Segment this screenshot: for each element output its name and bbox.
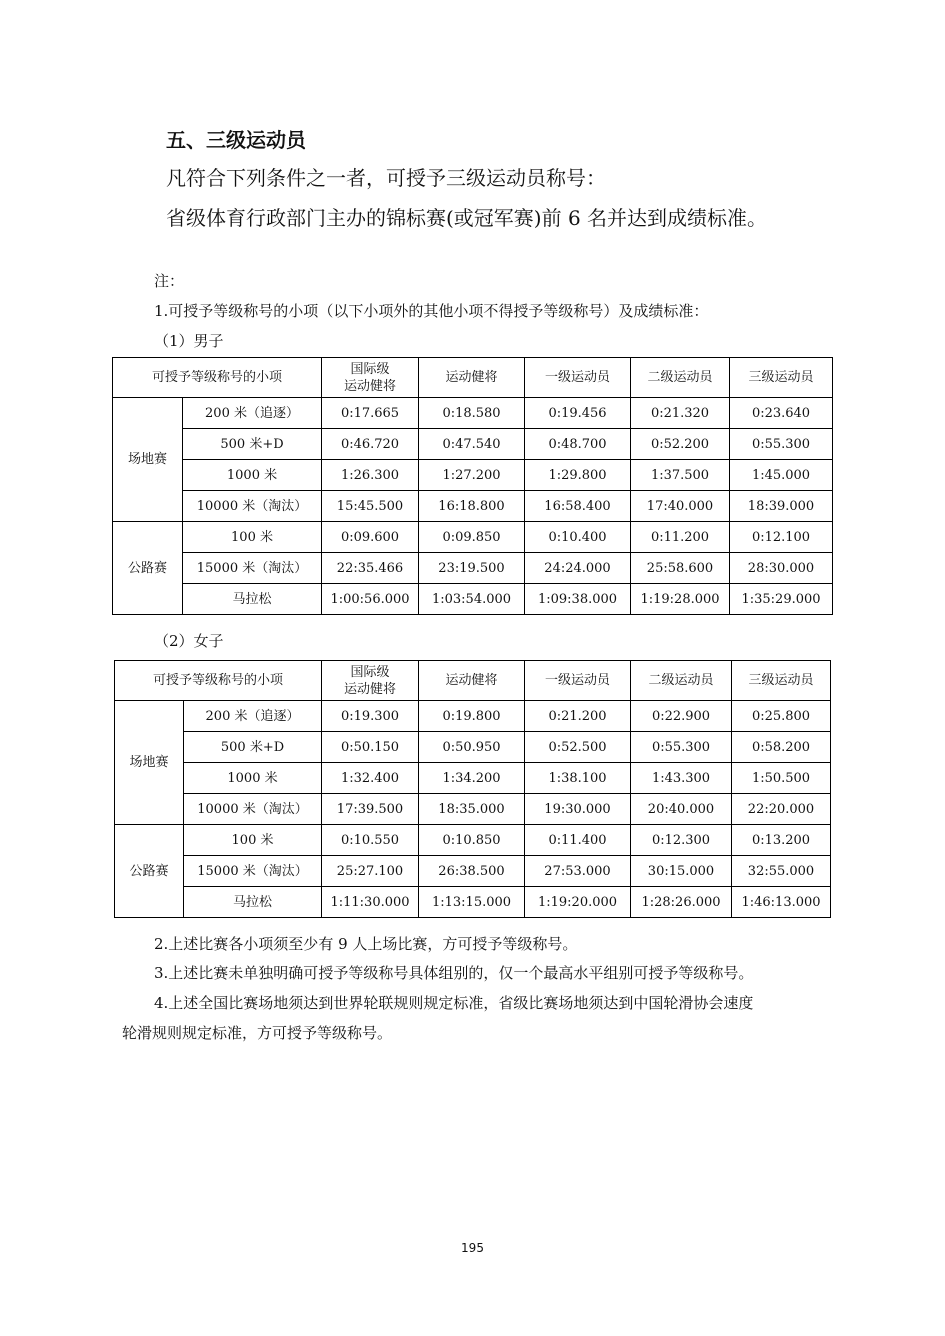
standard-value: 1:34.200 xyxy=(419,763,525,794)
standard-value: 1:00:56.000 xyxy=(322,584,419,615)
standard-value: 18:35.000 xyxy=(419,794,525,825)
event-name: 1000 米 xyxy=(184,763,322,794)
standard-value: 15:45.500 xyxy=(322,491,419,522)
standard-value: 32:55.000 xyxy=(732,856,831,887)
standard-value: 0:12.100 xyxy=(730,522,833,553)
note-3: 3.上述比赛未单独明确可授予等级称号具体组别的，仅一个最高水平组别可授予等级称号。 xyxy=(154,964,754,982)
standard-value: 1:26.300 xyxy=(322,460,419,491)
standard-value: 0:50.950 xyxy=(419,732,525,763)
standard-value: 22:35.466 xyxy=(322,553,419,584)
standard-value: 26:38.500 xyxy=(419,856,525,887)
note-label: 注： xyxy=(154,272,185,290)
table-row xyxy=(113,553,833,584)
table-row xyxy=(115,825,831,856)
header-first: 一级运动员 xyxy=(525,661,631,701)
header-row xyxy=(113,358,833,398)
women-label: （2）女子 xyxy=(154,632,224,650)
standard-value: 0:21.320 xyxy=(631,398,730,429)
standard-value: 1:43.300 xyxy=(631,763,732,794)
group-name: 公路赛 xyxy=(113,522,183,615)
event-name: 马拉松 xyxy=(183,584,322,615)
standard-value: 1:37.500 xyxy=(631,460,730,491)
table-row xyxy=(113,398,833,429)
standard-value: 16:18.800 xyxy=(419,491,525,522)
standard-value: 1:46:13.000 xyxy=(732,887,831,918)
group-name: 场地赛 xyxy=(115,701,184,825)
women-standards-table xyxy=(114,660,831,918)
standard-value: 0:58.200 xyxy=(732,732,831,763)
event-name: 500 米+D xyxy=(184,732,322,763)
header-master: 运动健将 xyxy=(419,358,525,398)
standard-value: 0:10.850 xyxy=(419,825,525,856)
standard-value: 23:19.500 xyxy=(419,553,525,584)
header-event: 可授予等级称号的小项 xyxy=(113,358,322,398)
table-row xyxy=(113,460,833,491)
standard-value: 1:50.500 xyxy=(732,763,831,794)
standard-value: 0:50.150 xyxy=(322,732,419,763)
standard-value: 1:35:29.000 xyxy=(730,584,833,615)
standard-value: 0:11.400 xyxy=(525,825,631,856)
standard-value: 20:40.000 xyxy=(631,794,732,825)
intro-line-1: 凡符合下列条件之一者，可授予三级运动员称号： xyxy=(166,166,606,190)
table-row xyxy=(113,584,833,615)
note-4-line-1: 4.上述全国比赛场地须达到世界轮联规则规定标准，省级比赛场地须达到中国轮滑协会速度 xyxy=(154,994,754,1012)
standard-value: 25:58.600 xyxy=(631,553,730,584)
note-2: 2.上述比赛各小项须至少有 9 人上场比赛，方可授予等级称号。 xyxy=(154,935,578,953)
standard-value: 16:58.400 xyxy=(525,491,631,522)
standard-value: 1:29.800 xyxy=(525,460,631,491)
standard-value: 18:39.000 xyxy=(730,491,833,522)
standard-value: 0:52.500 xyxy=(525,732,631,763)
table-row xyxy=(115,763,831,794)
page-number: 195 xyxy=(461,1241,484,1255)
standard-value: 0:55.300 xyxy=(730,429,833,460)
standard-value: 1:13:15.000 xyxy=(419,887,525,918)
standard-value: 17:40.000 xyxy=(631,491,730,522)
standard-value: 0:11.200 xyxy=(631,522,730,553)
intro-line-2: 省级体育行政部门主办的锦标赛(或冠军赛)前 6 名并达到成绩标准。 xyxy=(166,206,768,230)
standard-value: 27:53.000 xyxy=(525,856,631,887)
header-row xyxy=(115,661,831,701)
standard-value: 17:39.500 xyxy=(322,794,419,825)
table-row xyxy=(113,429,833,460)
standard-value: 0:10.400 xyxy=(525,522,631,553)
standard-value: 30:15.000 xyxy=(631,856,732,887)
note-4-line-2: 轮滑规则规定标准，方可授予等级称号。 xyxy=(122,1024,393,1042)
standard-value: 1:38.100 xyxy=(525,763,631,794)
standard-value: 0:23.640 xyxy=(730,398,833,429)
table-row xyxy=(115,887,831,918)
standard-value: 1:28:26.000 xyxy=(631,887,732,918)
standard-value: 0:12.300 xyxy=(631,825,732,856)
standard-value: 0:18.580 xyxy=(419,398,525,429)
standard-value: 1:19:20.000 xyxy=(525,887,631,918)
table-row xyxy=(113,522,833,553)
event-name: 100 米 xyxy=(183,522,322,553)
standard-value: 0:09.600 xyxy=(322,522,419,553)
standard-value: 0:19.300 xyxy=(322,701,419,732)
header-international-master xyxy=(322,358,419,398)
table-row xyxy=(115,794,831,825)
event-name: 1000 米 xyxy=(183,460,322,491)
standard-value: 0:48.700 xyxy=(525,429,631,460)
men-label: （1）男子 xyxy=(154,332,224,350)
standard-value: 1:32.400 xyxy=(322,763,419,794)
event-name: 10000 米（淘汰） xyxy=(184,794,322,825)
table-row xyxy=(115,856,831,887)
standard-value: 24:24.000 xyxy=(525,553,631,584)
standard-value: 1:11:30.000 xyxy=(322,887,419,918)
standard-value: 0:55.300 xyxy=(631,732,732,763)
men-standards-table xyxy=(112,357,833,615)
standard-value: 0:52.200 xyxy=(631,429,730,460)
standard-value: 0:22.900 xyxy=(631,701,732,732)
standard-value: 0:47.540 xyxy=(419,429,525,460)
table-row xyxy=(113,491,833,522)
header-international-master xyxy=(322,661,419,701)
event-name: 10000 米（淘汰） xyxy=(183,491,322,522)
standard-value: 0:21.200 xyxy=(525,701,631,732)
event-name: 200 米（追逐） xyxy=(184,701,322,732)
standard-value: 1:27.200 xyxy=(419,460,525,491)
header-intl-line-1: 国际级 xyxy=(350,361,390,377)
header-master: 运动健将 xyxy=(419,661,525,701)
standard-value: 1:09:38.000 xyxy=(525,584,631,615)
header-second: 二级运动员 xyxy=(631,661,732,701)
event-name: 马拉松 xyxy=(184,887,322,918)
standard-value: 1:03:54.000 xyxy=(419,584,525,615)
header-intl-line-1: 国际级 xyxy=(350,664,390,680)
table-row xyxy=(115,732,831,763)
header-first: 一级运动员 xyxy=(525,358,631,398)
event-name: 500 米+D xyxy=(183,429,322,460)
standard-value: 25:27.100 xyxy=(322,856,419,887)
header-third: 三级运动员 xyxy=(730,358,833,398)
header-intl-line-2: 运动健将 xyxy=(344,681,397,697)
standard-value: 0:17.665 xyxy=(322,398,419,429)
event-name: 100 米 xyxy=(184,825,322,856)
group-name: 场地赛 xyxy=(113,398,183,522)
standard-value: 0:46.720 xyxy=(322,429,419,460)
header-second: 二级运动员 xyxy=(631,358,730,398)
event-name: 15000 米（淘汰） xyxy=(184,856,322,887)
standard-value: 0:19.800 xyxy=(419,701,525,732)
group-name: 公路赛 xyxy=(115,825,184,918)
event-name: 200 米（追逐） xyxy=(183,398,322,429)
standard-value: 28:30.000 xyxy=(730,553,833,584)
header-event: 可授予等级称号的小项 xyxy=(115,661,322,701)
standard-value: 0:09.850 xyxy=(419,522,525,553)
header-third: 三级运动员 xyxy=(732,661,831,701)
standard-value: 0:19.456 xyxy=(525,398,631,429)
standard-value: 0:25.800 xyxy=(732,701,831,732)
standard-value: 0:13.200 xyxy=(732,825,831,856)
standard-value: 1:45.000 xyxy=(730,460,833,491)
standard-value: 1:19:28.000 xyxy=(631,584,730,615)
note-1: 1.可授予等级称号的小项（以下小项外的其他小项不得授予等级称号）及成绩标准： xyxy=(154,302,709,320)
event-name: 15000 米（淘汰） xyxy=(183,553,322,584)
header-intl-line-2: 运动健将 xyxy=(344,378,397,394)
table-row xyxy=(115,701,831,732)
section-title: 五、三级运动员 xyxy=(166,128,306,152)
standard-value: 22:20.000 xyxy=(732,794,831,825)
standard-value: 0:10.550 xyxy=(322,825,419,856)
standard-value: 19:30.000 xyxy=(525,794,631,825)
